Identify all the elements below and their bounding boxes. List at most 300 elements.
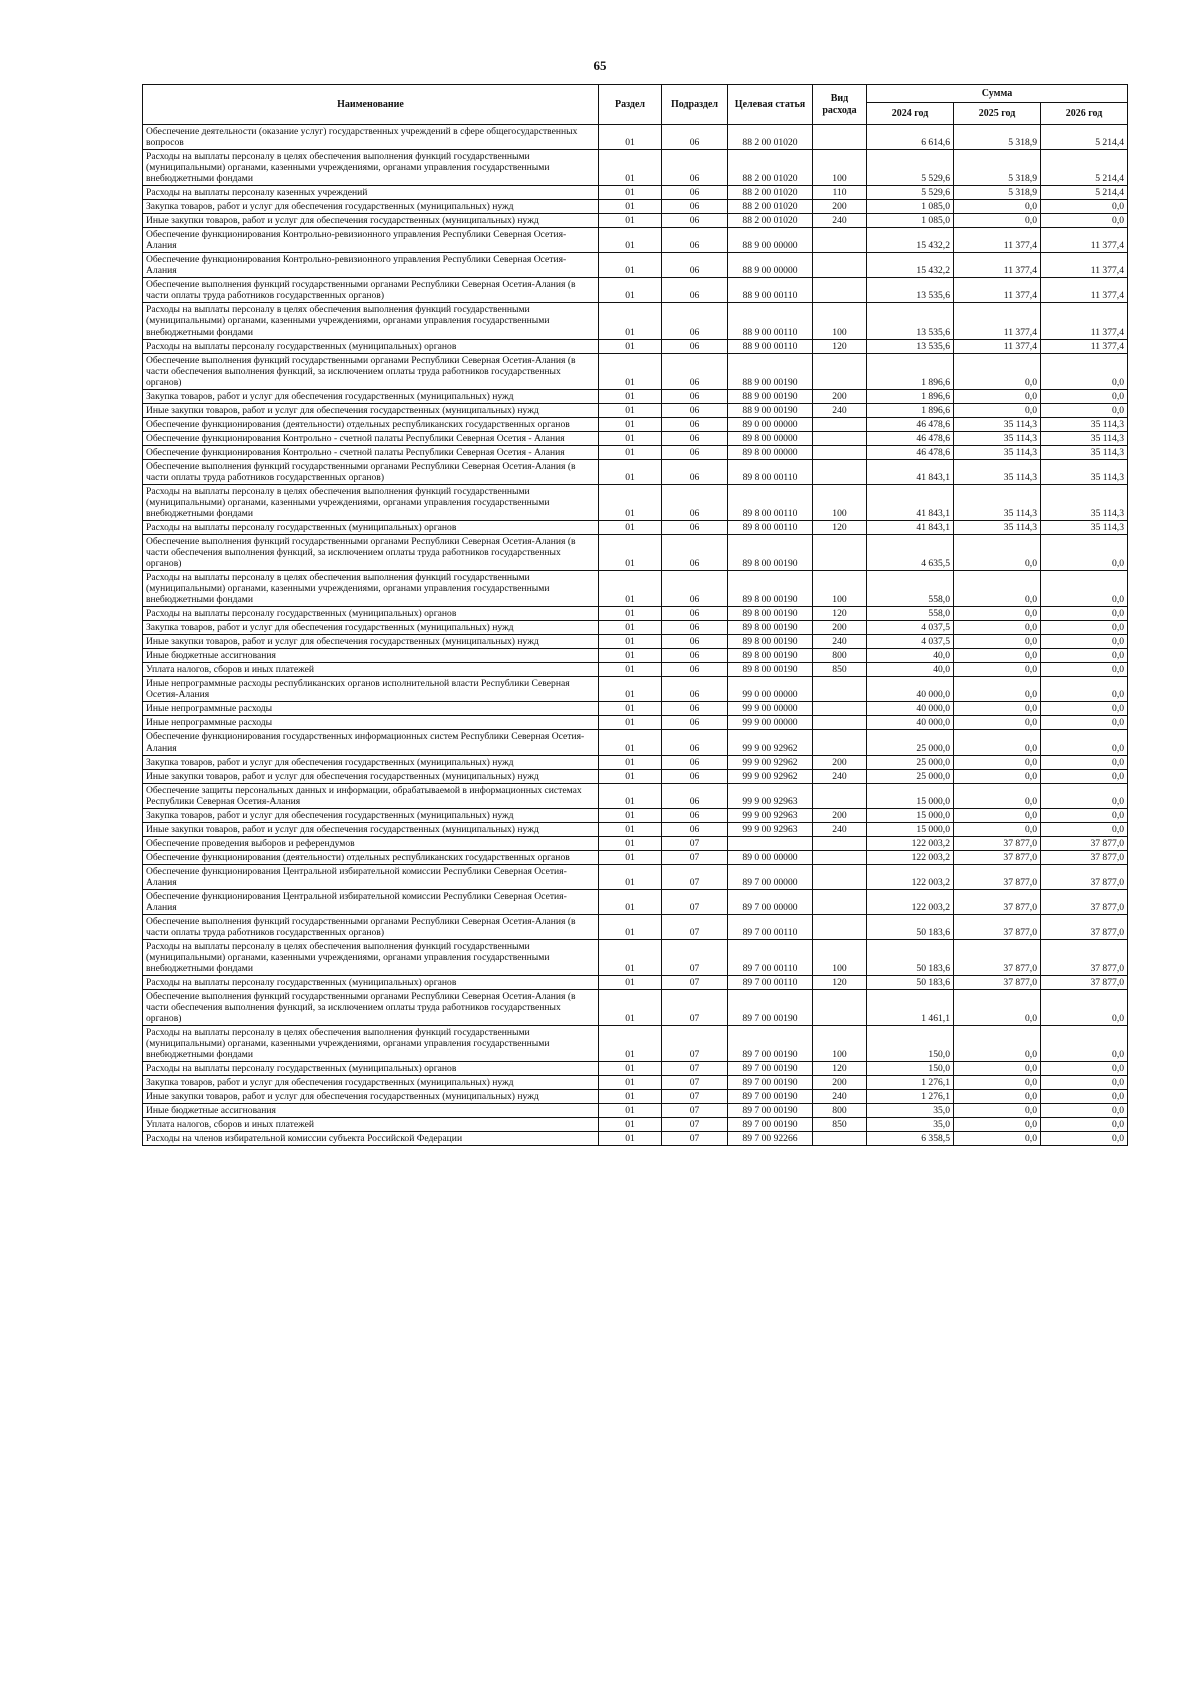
cell-name: Закупка товаров, работ и услуг для обеспечения государственных (муниципальных) нужд [143, 755, 599, 769]
cell-2024: 35,0 [867, 1118, 954, 1132]
header-subsection: Подраздел [662, 85, 728, 125]
cell-expense-type: 120 [813, 520, 867, 534]
cell-2024: 1 896,6 [867, 403, 954, 417]
cell-2025: 0,0 [954, 1132, 1041, 1146]
cell-2025: 37 877,0 [954, 836, 1041, 850]
cell-section: 01 [599, 150, 662, 186]
cell-2025: 35 114,3 [954, 417, 1041, 431]
cell-2024: 50 183,6 [867, 939, 954, 975]
cell-2024: 122 003,2 [867, 850, 954, 864]
cell-target-article: 89 7 00 00190 [728, 1062, 813, 1076]
cell-expense-type: 100 [813, 150, 867, 186]
cell-name: Иные закупки товаров, работ и услуг для обеспечения государственных (муниципальных) нужд [143, 403, 599, 417]
cell-expense-type [813, 459, 867, 484]
cell-expense-type: 110 [813, 186, 867, 200]
cell-2024: 122 003,2 [867, 889, 954, 914]
cell-2024: 5 529,6 [867, 186, 954, 200]
cell-2026: 37 877,0 [1041, 889, 1128, 914]
cell-name: Обеспечение защиты персональных данных и информации, обрабатываемой в информационных системах Республики Северная Осетия-Алания [143, 783, 599, 808]
cell-2026: 0,0 [1041, 649, 1128, 663]
table-row [143, 303, 1128, 339]
cell-name: Закупка товаров, работ и услуг для обеспечения государственных (муниципальных) нужд [143, 389, 599, 403]
cell-2026: 0,0 [1041, 663, 1128, 677]
cell-2025: 0,0 [954, 702, 1041, 716]
cell-2026: 11 377,4 [1041, 278, 1128, 303]
table-row [143, 914, 1128, 939]
cell-section: 01 [599, 431, 662, 445]
cell-subsection: 06 [662, 607, 728, 621]
cell-subsection: 06 [662, 228, 728, 253]
cell-target-article: 88 2 00 01020 [728, 186, 813, 200]
cell-section: 01 [599, 535, 662, 571]
cell-subsection: 06 [662, 339, 728, 353]
cell-name: Расходы на выплаты персоналу казенных учреждений [143, 186, 599, 200]
cell-subsection: 06 [662, 445, 728, 459]
cell-name: Расходы на выплаты персоналу государственных (муниципальных) органов [143, 339, 599, 353]
cell-subsection: 07 [662, 1076, 728, 1090]
cell-2024: 46 478,6 [867, 445, 954, 459]
cell-2025: 0,0 [954, 822, 1041, 836]
cell-2024: 6 358,5 [867, 1132, 954, 1146]
cell-subsection: 07 [662, 1132, 728, 1146]
cell-section: 01 [599, 389, 662, 403]
cell-2024: 4 037,5 [867, 621, 954, 635]
cell-target-article: 89 8 00 00190 [728, 607, 813, 621]
cell-2024: 41 843,1 [867, 459, 954, 484]
cell-section: 01 [599, 716, 662, 730]
header-expense-type: Вид расхода [813, 85, 867, 125]
cell-name: Расходы на выплаты персоналу в целях обеспечения выполнения функций государственными (муниципальными) органами, казенными учреждениями, органами управления государственными внебюджетными фондами [143, 303, 599, 339]
cell-name: Иные закупки товаров, работ и услуг для обеспечения государственных (муниципальных) нужд [143, 1090, 599, 1104]
cell-subsection: 06 [662, 730, 728, 755]
cell-section: 01 [599, 253, 662, 278]
cell-target-article: 89 7 00 00110 [728, 914, 813, 939]
cell-name: Расходы на выплаты персоналу в целях обеспечения выполнения функций государственными (муниципальными) органами, казенными учреждениями, органами управления государственными внебюджетными фондами [143, 484, 599, 520]
cell-2024: 46 478,6 [867, 431, 954, 445]
cell-2024: 150,0 [867, 1026, 954, 1062]
cell-section: 01 [599, 822, 662, 836]
cell-target-article: 89 7 00 00000 [728, 889, 813, 914]
cell-2026: 0,0 [1041, 1076, 1128, 1090]
cell-2024: 41 843,1 [867, 484, 954, 520]
table-row [143, 403, 1128, 417]
cell-2024: 1 085,0 [867, 214, 954, 228]
cell-2025: 35 114,3 [954, 484, 1041, 520]
cell-section: 01 [599, 1062, 662, 1076]
cell-target-article: 88 2 00 01020 [728, 150, 813, 186]
cell-target-article: 88 9 00 00110 [728, 278, 813, 303]
cell-subsection: 06 [662, 716, 728, 730]
cell-name: Обеспечение деятельности (оказание услуг) государственных учреждений в сфере общегосударственных вопросов [143, 125, 599, 150]
cell-name: Иные закупки товаров, работ и услуг для обеспечения государственных (муниципальных) нужд [143, 822, 599, 836]
cell-2025: 0,0 [954, 571, 1041, 607]
cell-2025: 11 377,4 [954, 228, 1041, 253]
cell-target-article: 89 8 00 00000 [728, 431, 813, 445]
cell-target-article: 89 8 00 00190 [728, 663, 813, 677]
cell-section: 01 [599, 1090, 662, 1104]
cell-2025: 0,0 [954, 990, 1041, 1026]
cell-2026: 35 114,3 [1041, 431, 1128, 445]
cell-2025: 0,0 [954, 649, 1041, 663]
cell-name: Обеспечение проведения выборов и референдумов [143, 836, 599, 850]
cell-expense-type: 200 [813, 755, 867, 769]
cell-subsection: 06 [662, 769, 728, 783]
cell-subsection: 06 [662, 253, 728, 278]
table-row [143, 939, 1128, 975]
cell-section: 01 [599, 755, 662, 769]
cell-subsection: 06 [662, 214, 728, 228]
cell-2025: 0,0 [954, 769, 1041, 783]
cell-2025: 37 877,0 [954, 850, 1041, 864]
table-row [143, 850, 1128, 864]
cell-subsection: 07 [662, 1062, 728, 1076]
table-row [143, 783, 1128, 808]
cell-section: 01 [599, 939, 662, 975]
cell-name: Расходы на членов избирательной комиссии субъекта Российской Федерации [143, 1132, 599, 1146]
cell-subsection: 06 [662, 484, 728, 520]
table-row [143, 836, 1128, 850]
cell-expense-type: 120 [813, 607, 867, 621]
cell-section: 01 [599, 1104, 662, 1118]
cell-section: 01 [599, 976, 662, 990]
cell-subsection: 06 [662, 389, 728, 403]
cell-section: 01 [599, 769, 662, 783]
cell-target-article: 88 9 00 00190 [728, 389, 813, 403]
cell-2026: 35 114,3 [1041, 484, 1128, 520]
cell-2024: 25 000,0 [867, 730, 954, 755]
cell-subsection: 07 [662, 836, 728, 850]
cell-2024: 1 276,1 [867, 1090, 954, 1104]
cell-2026: 0,0 [1041, 200, 1128, 214]
cell-subsection: 06 [662, 702, 728, 716]
cell-target-article: 89 7 00 00000 [728, 864, 813, 889]
cell-target-article: 89 8 00 00190 [728, 571, 813, 607]
cell-2024: 40 000,0 [867, 702, 954, 716]
cell-2024: 40 000,0 [867, 677, 954, 702]
cell-2024: 25 000,0 [867, 769, 954, 783]
cell-target-article: 88 9 00 00000 [728, 228, 813, 253]
cell-expense-type: 240 [813, 769, 867, 783]
cell-name: Обеспечение функционирования Контрольно-ревизионного управления Республики Северная Осетия-Алания [143, 228, 599, 253]
cell-name: Иные непрограммные расходы [143, 702, 599, 716]
cell-2025: 0,0 [954, 730, 1041, 755]
cell-2026: 0,0 [1041, 214, 1128, 228]
cell-target-article: 99 9 00 92963 [728, 783, 813, 808]
cell-2025: 0,0 [954, 1076, 1041, 1090]
cell-target-article: 99 9 00 92962 [728, 730, 813, 755]
cell-2026: 5 214,4 [1041, 186, 1128, 200]
cell-section: 01 [599, 702, 662, 716]
table-row [143, 389, 1128, 403]
cell-expense-type [813, 889, 867, 914]
cell-expense-type [813, 1132, 867, 1146]
cell-subsection: 07 [662, 864, 728, 889]
cell-name: Обеспечение выполнения функций государственными органами Республики Северная Осетия-Алания (в части оплаты труда работников государственных органов) [143, 278, 599, 303]
table-row [143, 889, 1128, 914]
cell-2026: 0,0 [1041, 607, 1128, 621]
cell-section: 01 [599, 635, 662, 649]
cell-2024: 150,0 [867, 1062, 954, 1076]
cell-section: 01 [599, 200, 662, 214]
table-row [143, 1026, 1128, 1062]
cell-2025: 5 318,9 [954, 150, 1041, 186]
cell-2025: 35 114,3 [954, 459, 1041, 484]
cell-name: Обеспечение функционирования Центральной избирательной комиссии Республики Северная Осетия-Алания [143, 864, 599, 889]
cell-2026: 0,0 [1041, 1132, 1128, 1146]
cell-name: Закупка товаров, работ и услуг для обеспечения государственных (муниципальных) нужд [143, 621, 599, 635]
cell-target-article: 99 9 00 00000 [728, 702, 813, 716]
cell-name: Иные закупки товаров, работ и услуг для обеспечения государственных (муниципальных) нужд [143, 769, 599, 783]
table-row [143, 663, 1128, 677]
cell-subsection: 06 [662, 125, 728, 150]
cell-2025: 0,0 [954, 783, 1041, 808]
cell-expense-type: 100 [813, 484, 867, 520]
table-row [143, 228, 1128, 253]
page-number: 65 [593, 58, 607, 73]
cell-2025: 0,0 [954, 389, 1041, 403]
cell-name: Обеспечение функционирования Центральной избирательной комиссии Республики Северная Осетия-Алания [143, 889, 599, 914]
cell-target-article: 89 7 00 92266 [728, 1132, 813, 1146]
cell-2024: 1 896,6 [867, 389, 954, 403]
cell-2024: 1 276,1 [867, 1076, 954, 1090]
table-header [143, 85, 1128, 125]
cell-name: Иные непрограммные расходы республиканских органов исполнительной власти Республики Северная Осетия-Алания [143, 677, 599, 702]
cell-expense-type: 850 [813, 663, 867, 677]
cell-name: Обеспечение функционирования (деятельности) отдельных республиканских государственных органов [143, 850, 599, 864]
cell-2026: 11 377,4 [1041, 339, 1128, 353]
cell-2025: 11 377,4 [954, 303, 1041, 339]
cell-section: 01 [599, 677, 662, 702]
cell-section: 01 [599, 186, 662, 200]
table-row [143, 535, 1128, 571]
cell-2026: 0,0 [1041, 990, 1128, 1026]
table-row [143, 214, 1128, 228]
cell-subsection: 06 [662, 459, 728, 484]
cell-2025: 5 318,9 [954, 125, 1041, 150]
cell-2024: 15 432,2 [867, 253, 954, 278]
cell-2025: 0,0 [954, 403, 1041, 417]
cell-target-article: 89 8 00 00110 [728, 459, 813, 484]
cell-expense-type: 850 [813, 1118, 867, 1132]
cell-2024: 1 896,6 [867, 353, 954, 389]
cell-section: 01 [599, 228, 662, 253]
cell-target-article: 88 2 00 01020 [728, 200, 813, 214]
cell-expense-type [813, 228, 867, 253]
cell-subsection: 07 [662, 976, 728, 990]
cell-2026: 35 114,3 [1041, 520, 1128, 534]
cell-subsection: 06 [662, 520, 728, 534]
table-row [143, 520, 1128, 534]
cell-2025: 0,0 [954, 607, 1041, 621]
table-row [143, 607, 1128, 621]
cell-2024: 1 461,1 [867, 990, 954, 1026]
cell-section: 01 [599, 621, 662, 635]
cell-2026: 35 114,3 [1041, 417, 1128, 431]
cell-2024: 1 085,0 [867, 200, 954, 214]
cell-name: Расходы на выплаты персоналу государственных (муниципальных) органов [143, 1062, 599, 1076]
header-year-2025: 2025 год [954, 103, 1041, 125]
cell-expense-type: 200 [813, 389, 867, 403]
table-row [143, 571, 1128, 607]
cell-2025: 0,0 [954, 755, 1041, 769]
cell-2025: 0,0 [954, 808, 1041, 822]
table-row [143, 417, 1128, 431]
header-target-article: Целевая статья [728, 85, 813, 125]
cell-expense-type [813, 836, 867, 850]
cell-subsection: 06 [662, 571, 728, 607]
cell-2026: 0,0 [1041, 755, 1128, 769]
cell-2024: 50 183,6 [867, 976, 954, 990]
header-sum: Сумма [867, 85, 1128, 103]
cell-2026: 5 214,4 [1041, 150, 1128, 186]
cell-name: Обеспечение функционирования (деятельности) отдельных республиканских государственных органов [143, 417, 599, 431]
cell-2024: 35,0 [867, 1104, 954, 1118]
cell-section: 01 [599, 889, 662, 914]
cell-2026: 37 877,0 [1041, 914, 1128, 939]
cell-expense-type [813, 702, 867, 716]
header-year-2026: 2026 год [1041, 103, 1128, 125]
cell-target-article: 88 2 00 01020 [728, 214, 813, 228]
cell-subsection: 06 [662, 663, 728, 677]
table-row [143, 1076, 1128, 1090]
cell-name: Закупка товаров, работ и услуг для обеспечения государственных (муниципальных) нужд [143, 200, 599, 214]
table-body [143, 125, 1128, 1146]
cell-name: Расходы на выплаты персоналу государственных (муниципальных) органов [143, 976, 599, 990]
table-row [143, 150, 1128, 186]
cell-2025: 0,0 [954, 214, 1041, 228]
cell-subsection: 07 [662, 914, 728, 939]
cell-section: 01 [599, 730, 662, 755]
cell-section: 01 [599, 214, 662, 228]
cell-expense-type: 100 [813, 571, 867, 607]
cell-name: Расходы на выплаты персоналу в целях обеспечения выполнения функций государственными (муниципальными) органами, казенными учреждениями, органами управления государственными внебюджетными фондами [143, 1026, 599, 1062]
cell-name: Обеспечение функционирования Контрольно - счетной палаты Республики Северная Осетия - Алания [143, 431, 599, 445]
cell-2024: 558,0 [867, 571, 954, 607]
cell-expense-type [813, 278, 867, 303]
table-row [143, 200, 1128, 214]
cell-2026: 0,0 [1041, 783, 1128, 808]
cell-section: 01 [599, 339, 662, 353]
cell-2025: 11 377,4 [954, 278, 1041, 303]
cell-2024: 40,0 [867, 663, 954, 677]
cell-subsection: 06 [662, 677, 728, 702]
cell-2024: 41 843,1 [867, 520, 954, 534]
cell-target-article: 88 9 00 00000 [728, 253, 813, 278]
cell-subsection: 07 [662, 889, 728, 914]
cell-section: 01 [599, 417, 662, 431]
cell-subsection: 06 [662, 417, 728, 431]
cell-2025: 0,0 [954, 621, 1041, 635]
cell-target-article: 99 9 00 92962 [728, 755, 813, 769]
cell-2026: 0,0 [1041, 1104, 1128, 1118]
cell-expense-type [813, 417, 867, 431]
cell-expense-type: 800 [813, 649, 867, 663]
cell-2025: 0,0 [954, 200, 1041, 214]
cell-section: 01 [599, 445, 662, 459]
cell-target-article: 89 8 00 00000 [728, 445, 813, 459]
cell-subsection: 06 [662, 278, 728, 303]
cell-section: 01 [599, 783, 662, 808]
cell-2026: 0,0 [1041, 702, 1128, 716]
cell-target-article: 88 9 00 00190 [728, 403, 813, 417]
cell-section: 01 [599, 571, 662, 607]
table-row [143, 755, 1128, 769]
cell-2026: 0,0 [1041, 571, 1128, 607]
cell-target-article: 99 9 00 92963 [728, 822, 813, 836]
cell-subsection: 06 [662, 621, 728, 635]
cell-section: 01 [599, 850, 662, 864]
cell-expense-type: 200 [813, 200, 867, 214]
cell-subsection: 06 [662, 822, 728, 836]
cell-name: Обеспечение выполнения функций государственными органами Республики Северная Осетия-Алания (в части оплаты труда работников государственных органов) [143, 914, 599, 939]
cell-section: 01 [599, 914, 662, 939]
budget-table [142, 84, 1128, 1146]
cell-expense-type [813, 864, 867, 889]
cell-section: 01 [599, 459, 662, 484]
cell-expense-type: 120 [813, 339, 867, 353]
cell-subsection: 06 [662, 431, 728, 445]
cell-target-article: 88 9 00 00190 [728, 353, 813, 389]
cell-2026: 0,0 [1041, 621, 1128, 635]
cell-2026: 0,0 [1041, 1026, 1128, 1062]
cell-subsection: 06 [662, 303, 728, 339]
cell-target-article: 89 8 00 00190 [728, 535, 813, 571]
cell-2026: 35 114,3 [1041, 459, 1128, 484]
cell-2024: 15 432,2 [867, 228, 954, 253]
cell-2025: 0,0 [954, 353, 1041, 389]
table-row [143, 769, 1128, 783]
cell-2024: 15 000,0 [867, 783, 954, 808]
cell-2026: 0,0 [1041, 677, 1128, 702]
cell-section: 01 [599, 520, 662, 534]
cell-2024: 122 003,2 [867, 836, 954, 850]
cell-2024: 15 000,0 [867, 822, 954, 836]
cell-expense-type: 120 [813, 1062, 867, 1076]
cell-2024: 558,0 [867, 607, 954, 621]
cell-subsection: 06 [662, 403, 728, 417]
cell-2025: 0,0 [954, 663, 1041, 677]
cell-expense-type: 200 [813, 1076, 867, 1090]
cell-name: Обеспечение выполнения функций государственными органами Республики Северная Осетия-Алания (в части обеспечения выполнения функций, за исключением оплаты труда работников государственных органов) [143, 535, 599, 571]
cell-expense-type: 200 [813, 808, 867, 822]
cell-2026: 37 877,0 [1041, 850, 1128, 864]
cell-expense-type [813, 716, 867, 730]
cell-2026: 5 214,4 [1041, 125, 1128, 150]
cell-name: Иные закупки товаров, работ и услуг для обеспечения государственных (муниципальных) нужд [143, 214, 599, 228]
cell-2024: 25 000,0 [867, 755, 954, 769]
table-row [143, 990, 1128, 1026]
cell-2025: 11 377,4 [954, 339, 1041, 353]
cell-target-article: 89 0 00 00000 [728, 417, 813, 431]
cell-2025: 0,0 [954, 677, 1041, 702]
table-row [143, 621, 1128, 635]
cell-2026: 0,0 [1041, 635, 1128, 649]
cell-target-article: 89 8 00 00190 [728, 635, 813, 649]
table-row [143, 445, 1128, 459]
cell-2024: 4 635,5 [867, 535, 954, 571]
cell-subsection: 07 [662, 939, 728, 975]
cell-2024: 13 535,6 [867, 278, 954, 303]
cell-expense-type [813, 990, 867, 1026]
cell-2025: 37 877,0 [954, 889, 1041, 914]
cell-2025: 0,0 [954, 1026, 1041, 1062]
header-year-2024: 2024 год [867, 103, 954, 125]
cell-2026: 11 377,4 [1041, 228, 1128, 253]
cell-2025: 37 877,0 [954, 976, 1041, 990]
table-row [143, 431, 1128, 445]
cell-section: 01 [599, 353, 662, 389]
table-row [143, 186, 1128, 200]
